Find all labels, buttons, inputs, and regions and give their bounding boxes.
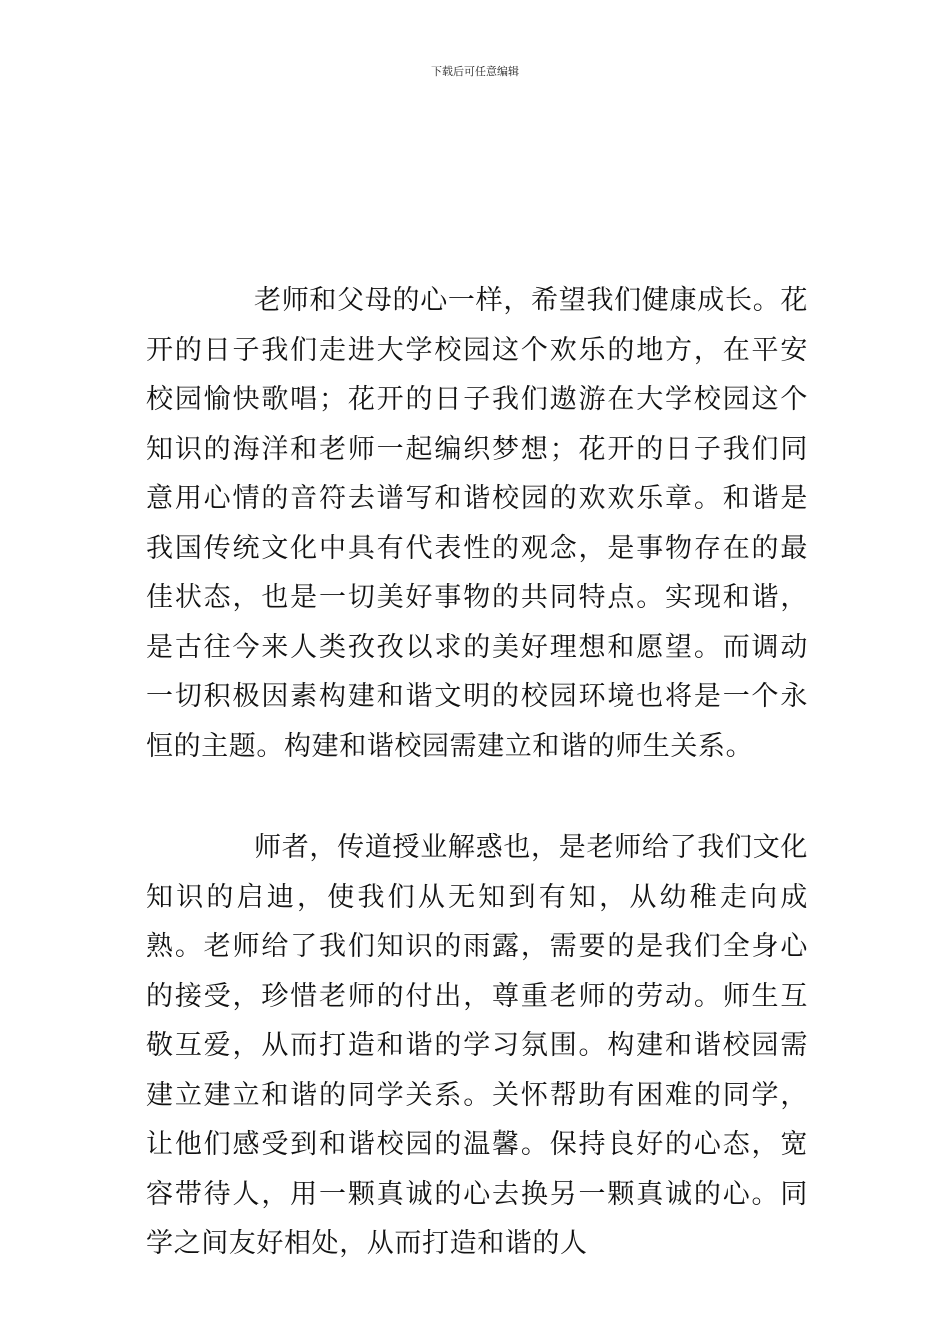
body-paragraph-1: 老师和父母的心一样，希望我们健康成长。花开的日子我们走进大学校园这个欢乐的地方，在平安校园愉快歌唱；花开的日子我们遨游在大学校园这个知识的海洋和老师一起编织梦想；花开的日子我们同意用心情的音符去谱写和谐校园的欢欢乐章。和谐是我国传统文化中具有代表性的观念，是事物存在的最佳状态，也是一切美好事物的共同特点。实现和谐，是古往今来人类孜孜以求的美好理想和愿望。而调动一切积极因素构建和谐文明的校园环境也将是一个永恒的主题。构建和谐校园需建立和谐的师生关系。 — [146, 285, 808, 762]
body-paragraph-2: 师者，传道授业解惑也，是老师给了我们文化知识的启迪，使我们从无知到有知，从幼稚走向成熟。老师给了我们知识的雨露，需要的是我们全身心的接受，珍惜老师的付出，尊重老师的劳动。师生互敬互爱，从而打造和谐的学习氛围。构建和谐校园需建立建立和谐的同学关系。关怀帮助有困难的同学，让他们感受到和谐校园的温馨。保持良好的心态，宽容带待人，用一颗真诚的心去换另一颗真诚的心。同学之间友好相处，从而打造和谐的人 — [146, 832, 808, 1259]
header-note: 下载后可任意编辑 — [431, 65, 519, 78]
